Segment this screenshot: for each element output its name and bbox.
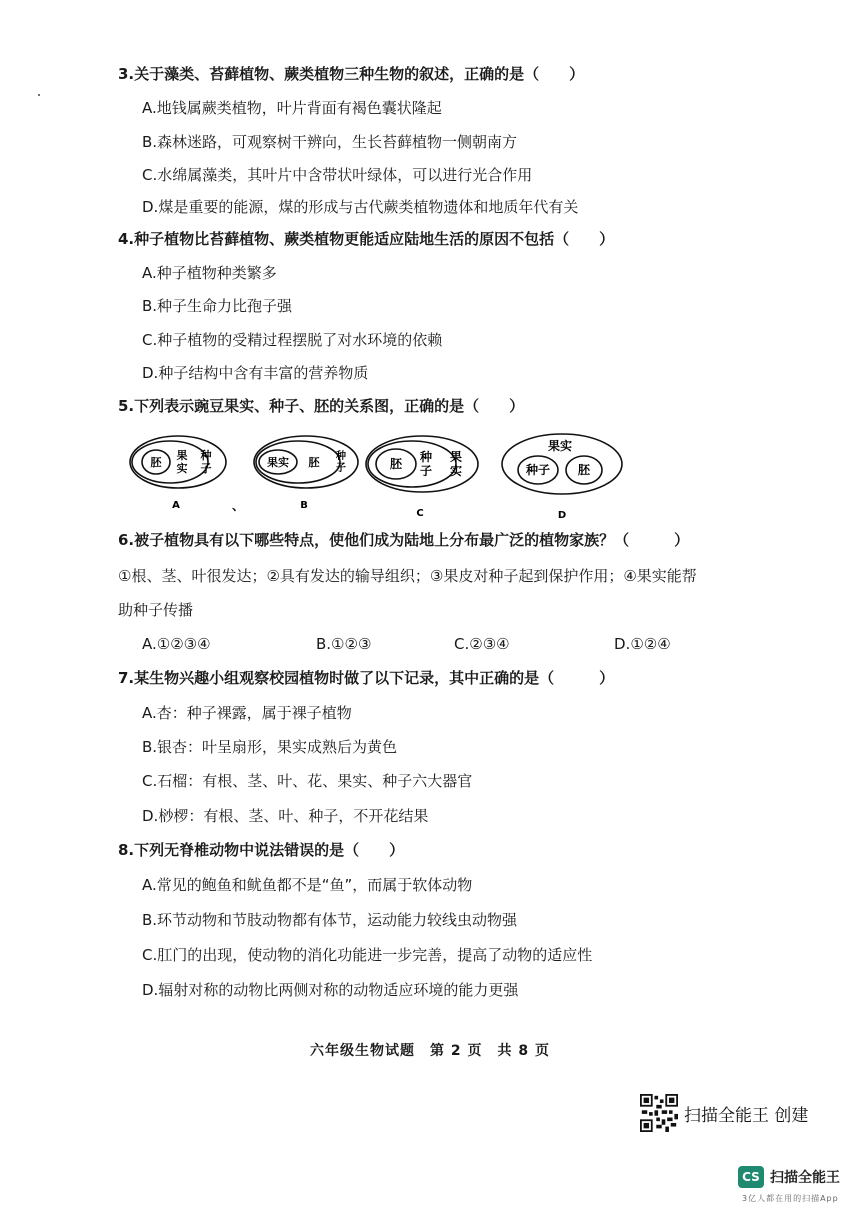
svg-text:果: 果: [449, 450, 463, 464]
question-4-option-b: B.种子生命力比孢子强: [142, 297, 293, 315]
question-6-statement: ①根、茎、叶很发达；②具有发达的输导组织；③果皮对种子起到保护作用；④果实能帮: [118, 567, 697, 585]
question-7-option-b: B.银杏：叶呈扇形，果实成熟后为黄色: [142, 738, 398, 756]
diagram-label-b: B: [300, 500, 308, 511]
question-6-option-b: B.①②③: [316, 635, 372, 653]
svg-text:种: 种: [419, 450, 433, 464]
diagram-option-d: [502, 434, 622, 521]
svg-text:子: 子: [336, 463, 346, 474]
question-3-option-a: A.地钱属蕨类植物，叶片背面有褐色囊状隆起: [142, 99, 442, 117]
question-8-option-b: B.环节动物和节肢动物都有体节，运动能力较线虫动物强: [142, 911, 518, 929]
question-7-option-a: A.杏：种子裸露，属于裸子植物: [142, 704, 352, 722]
svg-text:种: 种: [336, 451, 346, 462]
svg-text:、: 、: [231, 499, 245, 513]
question-3-option-b: B.森林迷路，可观察树干辨向，生长苔藓植物一侧朝南方: [142, 133, 518, 151]
svg-text:果实: 果实: [267, 456, 289, 469]
cs-logo-icon: CS: [738, 1166, 764, 1188]
question-4-option-d: D.种子结构中含有丰富的营养物质: [142, 364, 369, 382]
question-3-stem: 3.关于藻类、苔藓植物、蕨类植物三种生物的叙述，正确的是（ ）: [118, 65, 585, 83]
svg-text:种: 种: [200, 449, 212, 462]
scan-speck: [38, 94, 40, 96]
diagram-option-a: [130, 436, 244, 513]
question-6-option-d: D.①②④: [614, 635, 671, 653]
svg-text:胚: 胚: [577, 463, 591, 477]
diagram-option-b: [254, 436, 358, 511]
svg-text:果: 果: [176, 449, 188, 462]
diagram-label-a: A: [172, 500, 180, 511]
question-8-option-d: D.辐射对称的动物比两侧对称的动物适应环境的能力更强: [142, 981, 519, 999]
svg-text:子: 子: [419, 464, 433, 478]
question-4-option-c: C.种子植物的受精过程摆脱了对水环境的依赖: [142, 331, 443, 349]
diagram-a-embryo: 胚: [150, 456, 162, 469]
question-6-statement-cont: 助种子传播: [118, 601, 194, 619]
diagram-label-d: D: [557, 510, 567, 521]
svg-text:实: 实: [449, 464, 463, 478]
question-7-stem: 7.某生物兴趣小组观察校园植物时做了以下记录，其中正确的是（ ）: [118, 669, 615, 687]
page-footer: 六年级生物试题 第 2 页 共 8 页: [310, 1043, 550, 1059]
question-6-stem: 6.被子植物具有以下哪些特点，使他们成为陆地上分布最广泛的植物家族？（ ）: [118, 531, 690, 549]
question-8-option-c: C.肛门的出现，使动物的消化功能进一步完善，提高了动物的适应性: [142, 946, 593, 964]
svg-text:胚: 胚: [308, 456, 320, 469]
scanner-watermark: [640, 1094, 808, 1132]
svg-text:子: 子: [200, 462, 212, 475]
question-7-option-c: C.石榴：有根、茎、叶、花、果实、种子六大器官: [142, 772, 473, 790]
svg-text:胚: 胚: [389, 457, 403, 471]
relationship-diagram: [126, 430, 646, 522]
question-6-option-a: A.①②③④: [142, 635, 211, 653]
question-8-stem: 8.下列无脊椎动物中说法错误的是（ ）: [118, 841, 405, 859]
qr-code-icon: [640, 1094, 678, 1132]
question-3-option-c: C.水绵属藻类，其叶片中含带状叶绿体，可以进行光合作用: [142, 166, 533, 184]
question-8-option-a: A.常见的鲍鱼和鱿鱼都不是“鱼”，而属于软体动物: [142, 876, 473, 894]
svg-text:实: 实: [176, 462, 188, 475]
diagram-label-c: C: [416, 508, 424, 519]
question-7-option-d: D.桫椤：有根、茎、叶、种子，不开花结果: [142, 807, 429, 825]
scanner-logo: [738, 1166, 840, 1188]
svg-text:果实: 果实: [547, 439, 573, 453]
logo-text: 扫描全能王: [770, 1170, 840, 1186]
svg-text:种子: 种子: [525, 463, 551, 477]
diagram-option-c: [366, 436, 478, 519]
question-5-stem: 5.下列表示豌豆果实、种子、胚的关系图，正确的是（ ）: [118, 397, 525, 415]
question-3-option-d: D.煤是重要的能源，煤的形成与古代蕨类植物遗体和地质年代有关: [142, 198, 579, 216]
question-6-option-c: C.②③④: [454, 635, 510, 653]
question-4-option-a: A.种子植物种类繁多: [142, 264, 277, 282]
logo-tagline: 3亿人都在用的扫描App: [742, 1194, 839, 1203]
question-4-stem: 4.种子植物比苔藓植物、蕨类植物更能适应陆地生活的原因不包括（ ）: [118, 230, 615, 248]
watermark-text: 扫描全能王 创建: [684, 1105, 809, 1126]
